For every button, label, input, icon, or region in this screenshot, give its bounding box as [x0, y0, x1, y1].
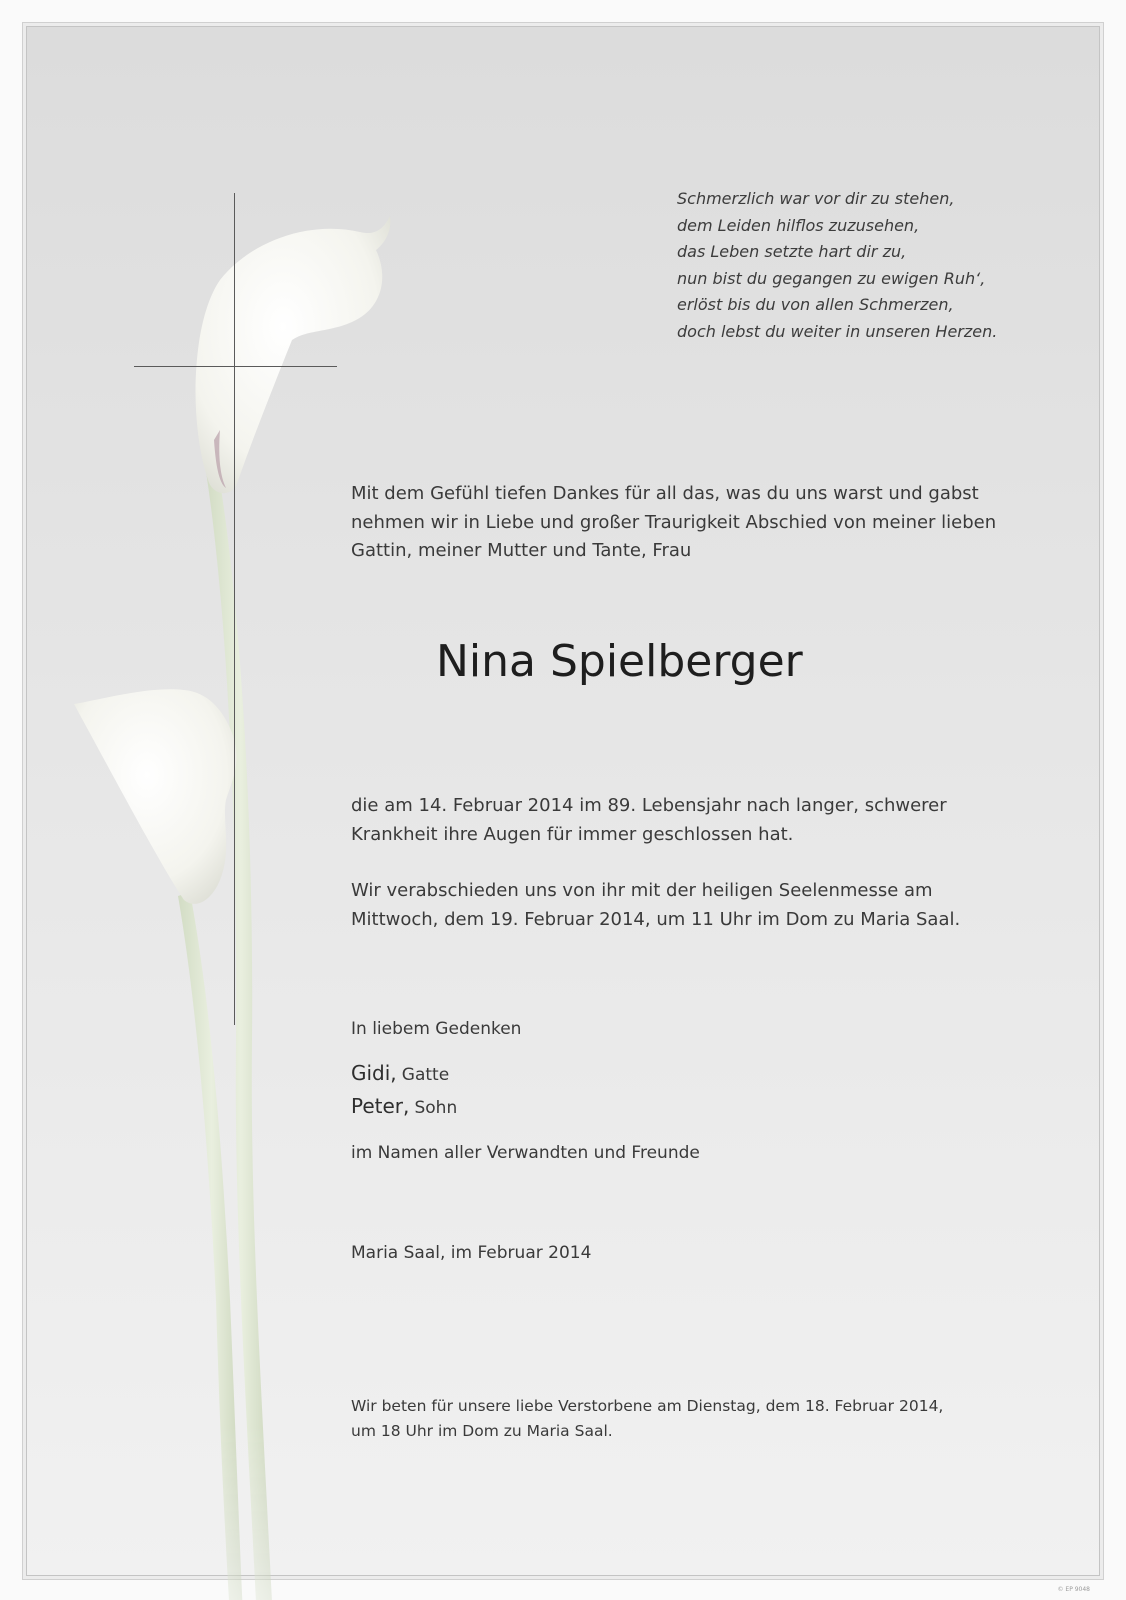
- farewell-intro: [351, 480, 996, 566]
- mourner-entry: [351, 1094, 457, 1118]
- mourner-relation: Sohn: [414, 1098, 458, 1118]
- intro-line: nehmen wir in Liebe und großer Traurigkeit Abschied von meiner lieben: [351, 511, 997, 533]
- poem-line: das Leben setzte hart dir zu,: [677, 242, 907, 261]
- requiem-mass-notice: [351, 877, 960, 934]
- death-notice-line: Krankheit ihre Augen für immer geschlossen hat.: [351, 823, 794, 845]
- place-and-date: Maria Saal, im Februar 2014: [351, 1243, 592, 1263]
- memory-heading: In liebem Gedenken: [351, 1019, 522, 1039]
- tall-lily-blossom: [196, 216, 391, 493]
- mourner-name: Gidi,: [351, 1061, 397, 1085]
- short-lily-blossom: [74, 689, 237, 904]
- intro-line: Mit dem Gefühl tiefen Dankes für all das, was du uns warst und gabst: [351, 483, 979, 504]
- prayer-notice: [351, 1394, 943, 1443]
- mass-notice-line: Wir verabschieden uns von ihr mit der heiligen Seelenmesse am: [351, 880, 933, 901]
- poem-line: dem Leiden hilflos zuzusehen,: [677, 215, 920, 235]
- poem-line: doch lebst du weiter in unseren Herzen.: [677, 321, 998, 341]
- mourner-relation: Gatte: [401, 1065, 450, 1085]
- poem-line: nun bist du gegangen zu ewigen Ruh‘,: [677, 268, 986, 288]
- calla-lily-illustration: [40, 180, 400, 1600]
- mourner-entry: [351, 1061, 449, 1085]
- cross-horizontal-bar: [134, 366, 337, 367]
- short-lily-stem: [178, 892, 246, 1600]
- poem-line: erlöst bis du von allen Schmerzen,: [677, 295, 954, 314]
- death-notice: [351, 792, 947, 849]
- printer-imprint: © EP 9048: [1057, 1586, 1090, 1593]
- mass-notice-line: Mittwoch, dem 19. Februar 2014, um 11 Uhr im Dom zu Maria Saal.: [351, 908, 961, 930]
- tall-lily-stem: [206, 470, 276, 1600]
- intro-line: Gattin, meiner Mutter und Tante, Frau: [351, 540, 692, 561]
- prayer-notice-line: um 18 Uhr im Dom zu Maria Saal.: [351, 1421, 613, 1440]
- poem-line: Schmerzlich war vor dir zu stehen,: [677, 189, 955, 208]
- death-notice-line: die am 14. Februar 2014 im 89. Lebensjahr nach langer, schwerer: [351, 795, 947, 816]
- deceased-name: Nina Spielberger: [436, 636, 803, 687]
- relatives-line: im Namen aller Verwandten und Freunde: [351, 1143, 700, 1163]
- mourner-name: Peter,: [351, 1094, 410, 1118]
- prayer-notice-line: Wir beten für unsere liebe Verstorbene am Dienstag, dem 18. Februar 2014,: [351, 1397, 944, 1415]
- cross-vertical-bar: [234, 193, 235, 1025]
- memorial-poem: [677, 186, 997, 345]
